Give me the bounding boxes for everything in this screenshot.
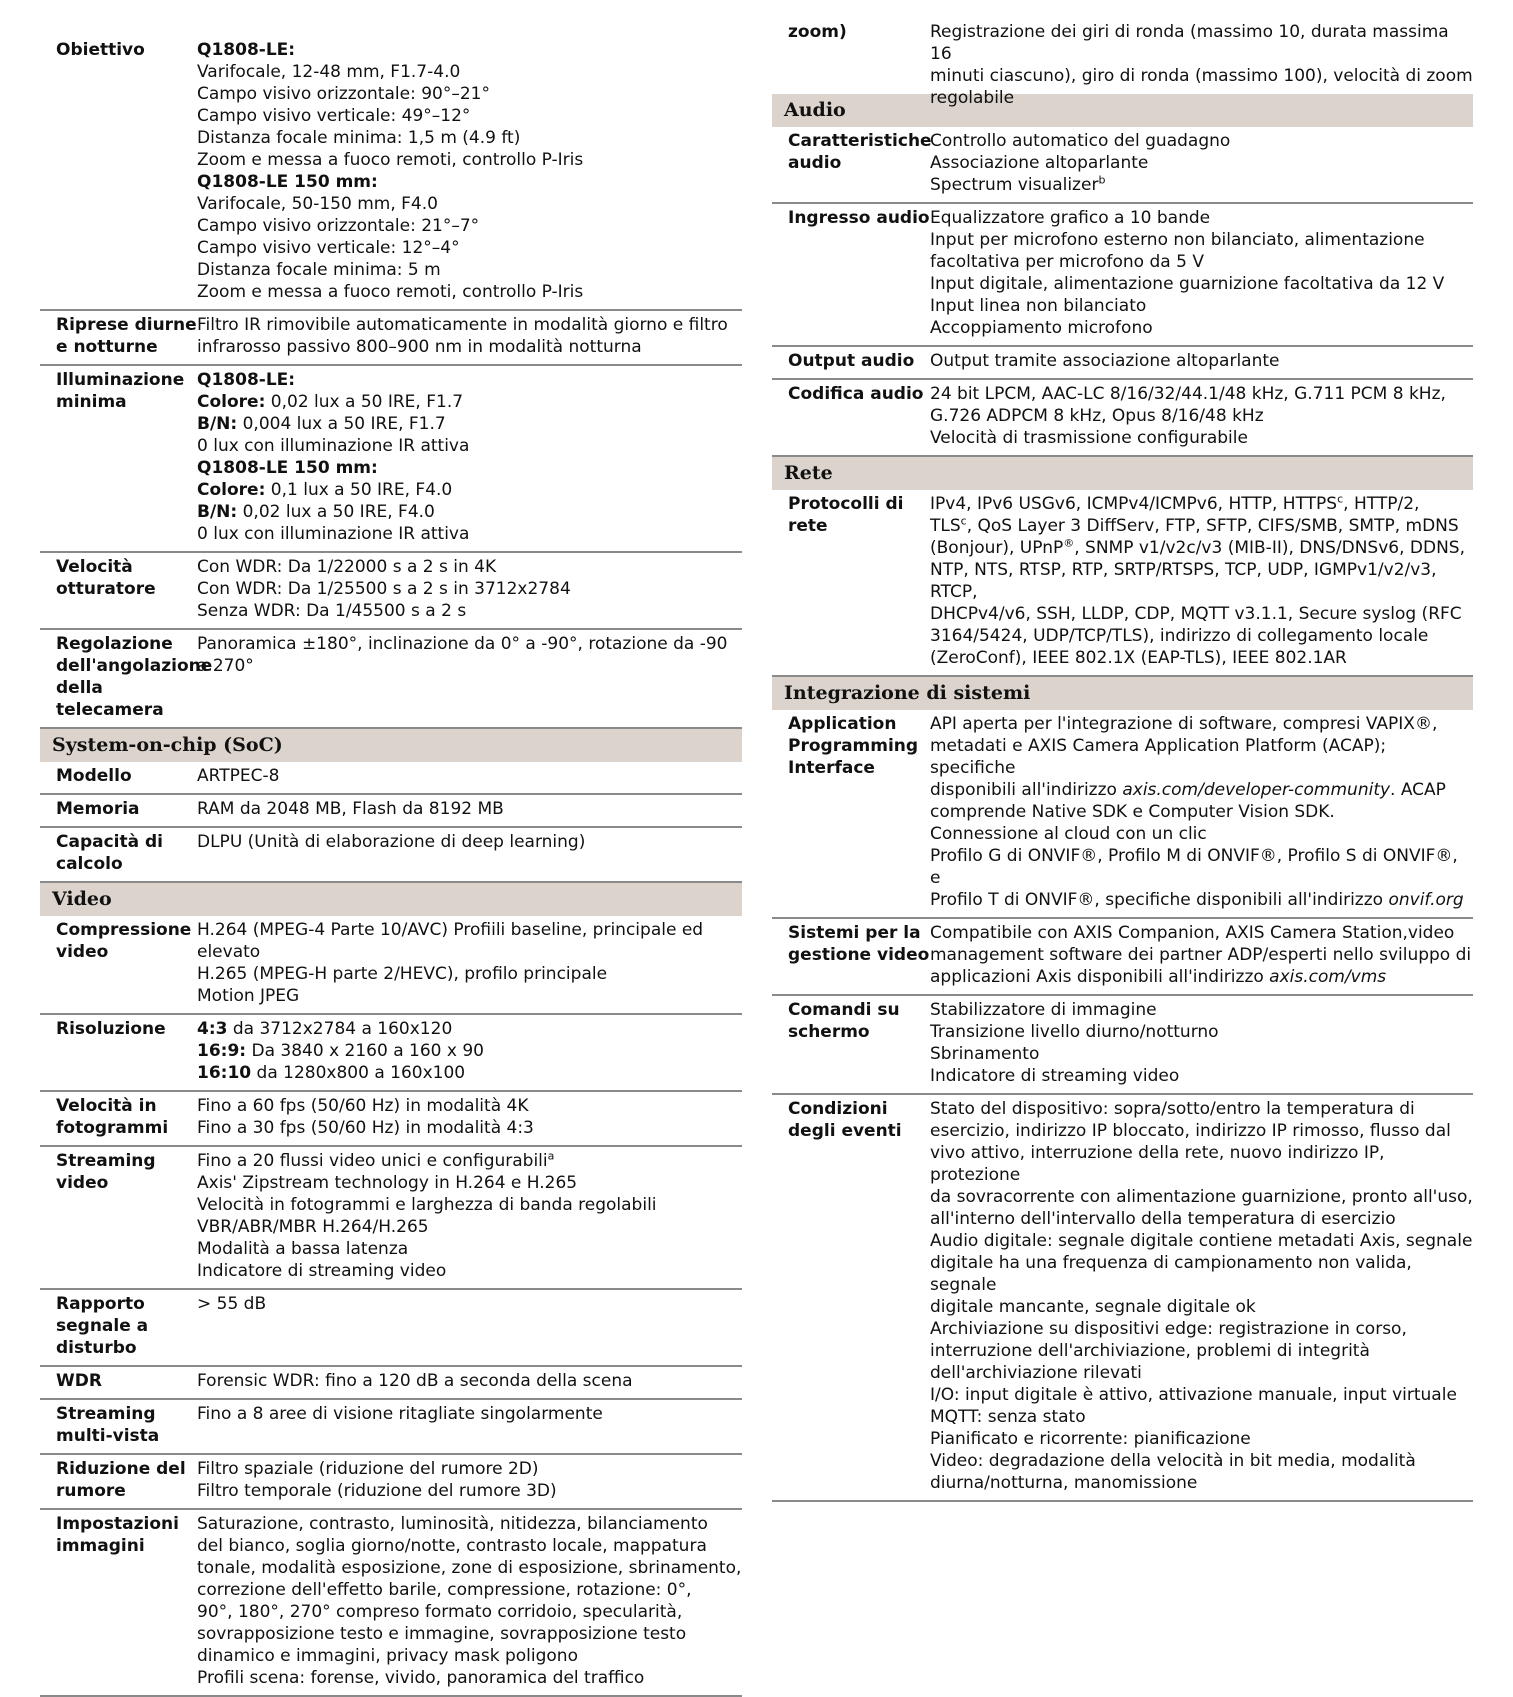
spec-value-line: all'interno dell'intervallo della temperatura di esercizio xyxy=(930,1209,1396,1229)
spec-value xyxy=(197,556,742,622)
spec-value-line: Modalità a bassa latenza xyxy=(197,1239,409,1259)
spec-value-line: DHCPv4/v6, SSH, LLDP, CDP, MQTT v3.1.1, Secure syslog (RFC xyxy=(930,604,1462,624)
spec-value-line: TLS$^c$, QoS Layer 3 DiffServ, FTP, SFTP, CIFS/SMB, SMTP, mDNS xyxy=(930,514,1459,536)
spec-label: Risoluzione xyxy=(56,1019,166,1039)
spec-value-line: Zoom e messa a fuoco remoti, controllo P-Iris xyxy=(197,282,584,302)
spec-label: Impostazioni immagini xyxy=(56,1514,179,1556)
spec-value-line: IPv4, IPv6 USGv6, ICMPv4/ICMPv6, HTTP, HTTPS$^c$, HTTP/2, xyxy=(930,492,1420,514)
spec-value-line: Filtro temporale (riduzione del rumore 3D) xyxy=(197,1481,557,1501)
spec-value-line: a 270° xyxy=(197,656,254,676)
spec-value-line: Velocità di trasmissione configurabile xyxy=(930,428,1248,448)
spec-group-soc xyxy=(40,762,742,883)
spec-value-line: NTP, NTS, RTSP, RTP, SRTP/RTSPS, TCP, UDP, IGMPv1/v2/v3, RTCP, xyxy=(930,560,1437,602)
spec-value-line: 16:9: Da 3840 x 2160 a 160 x 90 xyxy=(197,1041,484,1061)
spec-label: Caratteristiche audio xyxy=(788,131,932,173)
spec-value-line: Accoppiamento microfono xyxy=(930,318,1153,338)
section-heading-soc: System-on-chip (SoC) xyxy=(40,729,742,762)
spec-row-impostazioni-immagini xyxy=(40,1510,742,1697)
spec-value-line: Output tramite associazione altoparlante xyxy=(930,351,1280,371)
spec-value-line: Q1808-LE 150 mm: xyxy=(197,458,378,478)
spec-value-line: G.726 ADPCM 8 kHz, Opus 8/16/48 kHz xyxy=(930,406,1264,426)
spec-value-line: Senza WDR: Da 1/45500 s a 2 s xyxy=(197,601,467,621)
spec-row-streaming-multi-vista xyxy=(40,1400,742,1455)
spec-value-line: Panoramica ±180°, inclinazione da 0° a -90°, rotazione da -90 xyxy=(197,634,728,654)
spec-label: Velocità in fotogrammi xyxy=(56,1096,169,1138)
spec-value-key: B/N: xyxy=(197,502,238,522)
spec-value xyxy=(930,350,1473,372)
spec-value-line: Indicatore di streaming video xyxy=(197,1261,447,1281)
spec-value-line: DLPU (Unità di elaborazione di deep learning) xyxy=(197,832,586,852)
section-heading-network: Rete xyxy=(772,457,1473,490)
spec-value-line: 3164/5424, UDP/TCP/TLS), indirizzo di collegamento locale xyxy=(930,626,1429,646)
spec-value-line: Saturazione, contrasto, luminosità, nitidezza, bilanciamento xyxy=(197,1514,708,1534)
spec-value-key: Colore: xyxy=(197,480,266,500)
spec-link-text: axis.com/vms xyxy=(1269,967,1387,987)
spec-value-line: infrarosso passivo 800–900 nm in modalità notturna xyxy=(197,337,642,357)
spec-value-line: Distanza focale minima: 5 m xyxy=(197,260,441,280)
spec-value-line: Connessione al cloud con un clic xyxy=(930,824,1207,844)
spec-value xyxy=(197,369,742,545)
spec-row-codifica-audio xyxy=(772,380,1473,457)
spec-value-line: Compatibile con AXIS Companion, AXIS Camera Station,video xyxy=(930,923,1455,943)
spec-value-key: 16:10 xyxy=(197,1063,252,1083)
spec-label: Rapporto segnale a disturbo xyxy=(56,1294,149,1358)
spec-value-line: Filtro IR rimovibile automaticamente in modalità giorno e filtro xyxy=(197,315,728,335)
spec-value-line: Campo visivo orizzontale: 21°–7° xyxy=(197,216,480,236)
spec-value-line: Colore: 0,02 lux a 50 IRE, F1.7 xyxy=(197,392,464,412)
spec-value-line: Pianificato e ricorrente: pianificazione xyxy=(930,1429,1251,1449)
spec-value-key: 16:9: xyxy=(197,1041,247,1061)
right-column xyxy=(772,20,1473,1502)
spec-row-obiettivo xyxy=(40,36,742,311)
spec-value-line: Input digitale, alimentazione guarnizione facoltativa da 12 V xyxy=(930,274,1445,294)
spec-value-line: MQTT: senza stato xyxy=(930,1407,1086,1427)
spec-value-line: Profilo T di ONVIF®, specifiche disponibili all'indirizzo onvif.org xyxy=(930,890,1464,910)
spec-row-cut-off xyxy=(772,20,1473,108)
spec-value xyxy=(197,798,742,820)
spec-value-line: Video: degradazione della velocità in bit media, modalità xyxy=(930,1451,1416,1471)
spec-group-lens xyxy=(40,36,742,729)
spec-value-line: Input per microfono esterno non bilanciato, alimentazione xyxy=(930,230,1425,250)
spec-value-line: Fino a 30 fps (50/60 Hz) in modalità 4:3 xyxy=(197,1118,534,1138)
spec-value-line: H.265 (MPEG-H parte 2/HEVC), profilo principale xyxy=(197,964,608,984)
spec-label: Regolazione dell'angolazione della telecamera xyxy=(56,634,213,720)
spec-value-line: Q1808-LE 150 mm: xyxy=(197,172,378,192)
spec-label: Memoria xyxy=(56,799,140,819)
spec-value xyxy=(197,1095,742,1139)
spec-value-line: Velocità in fotogrammi e larghezza di banda regolabili xyxy=(197,1195,657,1215)
spec-label: Application Programming Interface xyxy=(788,714,919,778)
spec-row-regolazione-dell-angolazione-della-telecamera xyxy=(40,630,742,729)
spec-value xyxy=(197,919,742,1007)
spec-value-line: Fino a 8 aree di visione ritagliate singolarmente xyxy=(197,1404,603,1424)
spec-row-capacita-di-calcolo xyxy=(40,828,742,883)
spec-value-line: management software dei partner ADP/esperti nello sviluppo di xyxy=(930,945,1472,965)
spec-value xyxy=(930,130,1473,196)
spec-label: Riprese diurne e notturne xyxy=(56,315,197,357)
spec-value-line: comprende Native SDK e Computer Vision SDK. xyxy=(930,802,1335,822)
spec-row-illuminazione-minima xyxy=(40,366,742,553)
spec-value-line: Con WDR: Da 1/25500 s a 2 s in 3712x2784 xyxy=(197,579,571,599)
spec-value xyxy=(197,1403,742,1447)
spec-group-integration xyxy=(772,710,1473,1502)
spec-label: Compressione video xyxy=(56,920,192,962)
spec-value xyxy=(197,765,742,787)
spec-value xyxy=(930,999,1473,1087)
spec-value-line: Controllo automatico del guadagno xyxy=(930,131,1231,151)
spec-value xyxy=(197,1458,742,1502)
spec-value-line: metadati e AXIS Camera Application Platform (ACAP); specifiche xyxy=(930,736,1387,778)
spec-label: Streaming multi-vista xyxy=(56,1404,160,1446)
spec-value-line: Fino a 20 flussi video unici e configurabili$^a$ xyxy=(197,1149,555,1171)
spec-value-line: Varifocale, 50-150 mm, F4.0 xyxy=(197,194,438,214)
spec-value-line: Con WDR: Da 1/22000 s a 2 s in 4K xyxy=(197,557,497,577)
spec-value-line: B/N: 0,004 lux a 50 IRE, F1.7 xyxy=(197,414,446,434)
spec-value-line: Campo visivo verticale: 12°–4° xyxy=(197,238,460,258)
spec-value-line: 4:3 da 3712x2784 a 160x120 xyxy=(197,1019,453,1039)
spec-value-line: elevato xyxy=(197,942,261,962)
spec-value xyxy=(197,1293,742,1359)
spec-value-line: Colore: 0,1 lux a 50 IRE, F4.0 xyxy=(197,480,453,500)
section-heading-audio: Audio xyxy=(772,94,1473,127)
spec-row-velocita-otturatore xyxy=(40,553,742,630)
spec-value-line: B/N: 0,02 lux a 50 IRE, F4.0 xyxy=(197,502,435,522)
spec-value-line: Zoom e messa a fuoco remoti, controllo P-Iris xyxy=(197,150,584,170)
spec-value-line: dinamico e immagini, privacy mask poligono xyxy=(197,1646,578,1666)
spec-label: Codifica audio xyxy=(788,384,924,404)
spec-value-line: Fino a 60 fps (50/60 Hz) in modalità 4K xyxy=(197,1096,529,1116)
spec-row-riduzione-del-rumore xyxy=(40,1455,742,1510)
spec-group-video xyxy=(40,916,742,1697)
left-column xyxy=(40,36,742,1697)
spec-group-audio xyxy=(772,127,1473,457)
spec-row-protocolli-di-rete xyxy=(772,490,1473,677)
spec-value-line: Input linea non bilanciato xyxy=(930,296,1147,316)
spec-value-line: Transizione livello diurno/notturno xyxy=(930,1022,1219,1042)
spec-label: Streaming video xyxy=(56,1151,156,1193)
spec-label: Capacità di calcolo xyxy=(56,832,164,874)
spec-value-key: Colore: xyxy=(197,392,266,412)
spec-value-line: 90°, 180°, 270° compreso formato corridoio, specularità, xyxy=(197,1602,683,1622)
spec-label: Protocolli di rete xyxy=(788,494,904,536)
spec-value-line: Q1808-LE: xyxy=(197,370,296,390)
spec-value-line: Motion JPEG xyxy=(197,986,300,1006)
spec-value-line: dell'archiviazione rilevati xyxy=(930,1363,1142,1383)
spec-value-line: disponibili all'indirizzo axis.com/developer-community. ACAP xyxy=(930,780,1446,800)
spec-label: Riduzione del rumore xyxy=(56,1459,186,1501)
spec-row-compressione-video xyxy=(40,916,742,1015)
spec-value-line: Varifocale, 12-48 mm, F1.7-4.0 xyxy=(197,62,461,82)
spec-label: Velocità otturatore xyxy=(56,557,156,599)
spec-label: Output audio xyxy=(788,351,915,371)
spec-value-line: 24 bit LPCM, AAC-LC 8/16/32/44.1/48 kHz, G.711 PCM 8 kHz, xyxy=(930,384,1446,404)
spec-value-line: interruzione dell'archiviazione, problemi di integrità xyxy=(930,1341,1370,1361)
spec-value-key: B/N: xyxy=(197,414,238,434)
spec-value-line: Forensic WDR: fino a 120 dB a seconda della scena xyxy=(197,1371,633,1391)
spec-label: Modello xyxy=(56,766,132,786)
spec-row-riprese-diurne-e-notturne xyxy=(40,311,742,366)
spec-value-line: > 55 dB xyxy=(197,1294,267,1314)
spec-value-line: Equalizzatore grafico a 10 bande xyxy=(930,208,1211,228)
spec-row-modello xyxy=(40,762,742,795)
spec-value-line: Sbrinamento xyxy=(930,1044,1040,1064)
spec-value-line: Campo visivo orizzontale: 90°–21° xyxy=(197,84,490,104)
spec-value xyxy=(197,39,742,303)
spec-value-line: Axis' Zipstream technology in H.264 e H.265 xyxy=(197,1173,578,1193)
spec-value-line: (Bonjour), UPnP®, SNMP v1/v2c/v3 (MIB-II), DNS/DNSv6, DDNS, xyxy=(930,536,1465,558)
spec-row-output-audio xyxy=(772,347,1473,380)
spec-label: Ingresso audio xyxy=(788,208,930,228)
section-heading-video: Video xyxy=(40,883,742,916)
spec-label: Comandi su schermo xyxy=(788,1000,900,1042)
spec-value-line: Registrazione dei giri di ronda (massimo 10, durata massima 16 xyxy=(930,22,1449,64)
spec-value xyxy=(930,922,1473,988)
spec-value-line: Spectrum visualizer$^b$ xyxy=(930,173,1106,195)
spec-label: Condizioni degli eventi xyxy=(788,1099,902,1141)
spec-value-line: minuti ciascuno), giro di ronda (massimo 100), velocità di zoom xyxy=(930,66,1473,86)
spec-value-line: tonale, modalità esposizione, zone di esposizione, sbrinamento, xyxy=(197,1558,742,1578)
section-heading-integration: Integrazione di sistemi xyxy=(772,677,1473,710)
spec-value xyxy=(930,383,1473,449)
spec-value-line: vivo attivo, interruzione della rete, nuovo indirizzo IP, protezione xyxy=(930,1143,1385,1185)
spec-value-line: RAM da 2048 MB, Flash da 8192 MB xyxy=(197,799,504,819)
spec-value-line: correzione dell'effetto barile, compressione, rotazione: 0°, xyxy=(197,1580,692,1600)
spec-value xyxy=(197,1018,742,1084)
spec-value xyxy=(197,633,742,721)
spec-value xyxy=(197,314,742,358)
spec-link-text: onvif.org xyxy=(1388,890,1464,910)
spec-value-line: I/O: input digitale è attivo, attivazione manuale, input virtuale xyxy=(930,1385,1457,1405)
spec-row-rapporto-segnale-a-disturbo xyxy=(40,1290,742,1367)
spec-value-line: da sovracorrente con alimentazione guarnizione, pronto all'uso, xyxy=(930,1187,1473,1207)
spec-value xyxy=(930,207,1473,339)
spec-value-line: (ZeroConf), IEEE 802.1X (EAP-TLS), IEEE 802.1AR xyxy=(930,648,1347,668)
spec-value-line: Campo visivo verticale: 49°–12° xyxy=(197,106,471,126)
spec-row-wdr xyxy=(40,1367,742,1400)
spec-value-line: 0 lux con illuminazione IR attiva xyxy=(197,524,470,544)
spec-label: zoom) xyxy=(788,22,847,42)
spec-value-line: 16:10 da 1280x800 a 160x100 xyxy=(197,1063,466,1083)
spec-row-velocita-in-fotogrammi xyxy=(40,1092,742,1147)
spec-value-line: Associazione altoparlante xyxy=(930,153,1149,173)
spec-value-line: Q1808-LE: xyxy=(197,40,296,60)
spec-row-ingresso-audio xyxy=(772,204,1473,347)
spec-value-line: Audio digitale: segnale digitale contiene metadati Axis, segnale xyxy=(930,1231,1473,1251)
spec-value-line: Profili scena: forense, vivido, panoramica del traffico xyxy=(197,1668,645,1688)
spec-label: Illuminazione minima xyxy=(56,370,185,412)
spec-row-condizioni-degli-eventi xyxy=(772,1095,1473,1502)
spec-value-key: 4:3 xyxy=(197,1019,228,1039)
spec-value xyxy=(197,1150,742,1282)
spec-value-line: API aperta per l'integrazione di software, compresi VAPIX®, xyxy=(930,714,1438,734)
spec-value-line: 0 lux con illuminazione IR attiva xyxy=(197,436,470,456)
spec-row-sistemi-per-la-gestione-video xyxy=(772,919,1473,996)
spec-row-zoom xyxy=(772,18,1473,115)
spec-value xyxy=(930,21,1473,109)
spec-value-line: H.264 (MPEG-4 Parte 10/AVC) Profiili baseline, principale ed xyxy=(197,920,704,940)
spec-value-line: facoltativa per microfono da 5 V xyxy=(930,252,1204,272)
spec-value-line: Archiviazione su dispositivi edge: registrazione in corso, xyxy=(930,1319,1407,1339)
spec-value xyxy=(197,1370,742,1392)
spec-row-caratteristiche-audio xyxy=(772,127,1473,204)
spec-value-line: Stato del dispositivo: sopra/sotto/entro la temperatura di xyxy=(930,1099,1415,1119)
spec-value-line: del bianco, soglia giorno/notte, contrasto locale, mappatura xyxy=(197,1536,707,1556)
spec-value-line: regolabile xyxy=(930,88,1015,108)
spec-value-line: digitale mancante, segnale digitale ok xyxy=(930,1297,1256,1317)
spec-value-line: Filtro spaziale (riduzione del rumore 2D) xyxy=(197,1459,539,1479)
spec-value-line: VBR/ABR/MBR H.264/H.265 xyxy=(197,1217,429,1237)
spec-value-line: Profilo G di ONVIF®, Profilo M di ONVIF®, Profilo S di ONVIF®, e xyxy=(930,846,1458,888)
spec-label: Obiettivo xyxy=(56,40,145,60)
spec-value xyxy=(930,1098,1473,1494)
spec-row-memoria xyxy=(40,795,742,828)
spec-value-line: Stabilizzatore di immagine xyxy=(930,1000,1157,1020)
spec-value-line: esercizio, indirizzo IP bloccato, indirizzo IP rimosso, flusso dal xyxy=(930,1121,1451,1141)
spec-label: Sistemi per la gestione video xyxy=(788,923,930,965)
spec-value xyxy=(197,1513,742,1689)
spec-value-line: applicazioni Axis disponibili all'indirizzo axis.com/vms xyxy=(930,967,1387,987)
spec-group-network xyxy=(772,490,1473,677)
spec-value-line: diurna/notturna, manomissione xyxy=(930,1473,1198,1493)
spec-value-line: ARTPEC-8 xyxy=(197,766,280,786)
spec-value xyxy=(930,493,1473,669)
spec-value-line: sovrapposizione testo e immagine, sovrapposizione testo xyxy=(197,1624,687,1644)
spec-value xyxy=(930,713,1473,911)
spec-value-line: digitale ha una frequenza di campionamento non valida, segnale xyxy=(930,1253,1412,1295)
spec-row-streaming-video xyxy=(40,1147,742,1290)
spec-label: WDR xyxy=(56,1371,102,1391)
spec-row-risoluzione xyxy=(40,1015,742,1092)
spec-link-text: axis.com/developer-community xyxy=(1122,780,1391,800)
spec-value-line: Distanza focale minima: 1,5 m (4.9 ft) xyxy=(197,128,521,148)
spec-value-line: Indicatore di streaming video xyxy=(930,1066,1180,1086)
spec-row-application-programming-interface xyxy=(772,710,1473,919)
spec-row-comandi-su-schermo xyxy=(772,996,1473,1095)
spec-value xyxy=(197,831,742,875)
